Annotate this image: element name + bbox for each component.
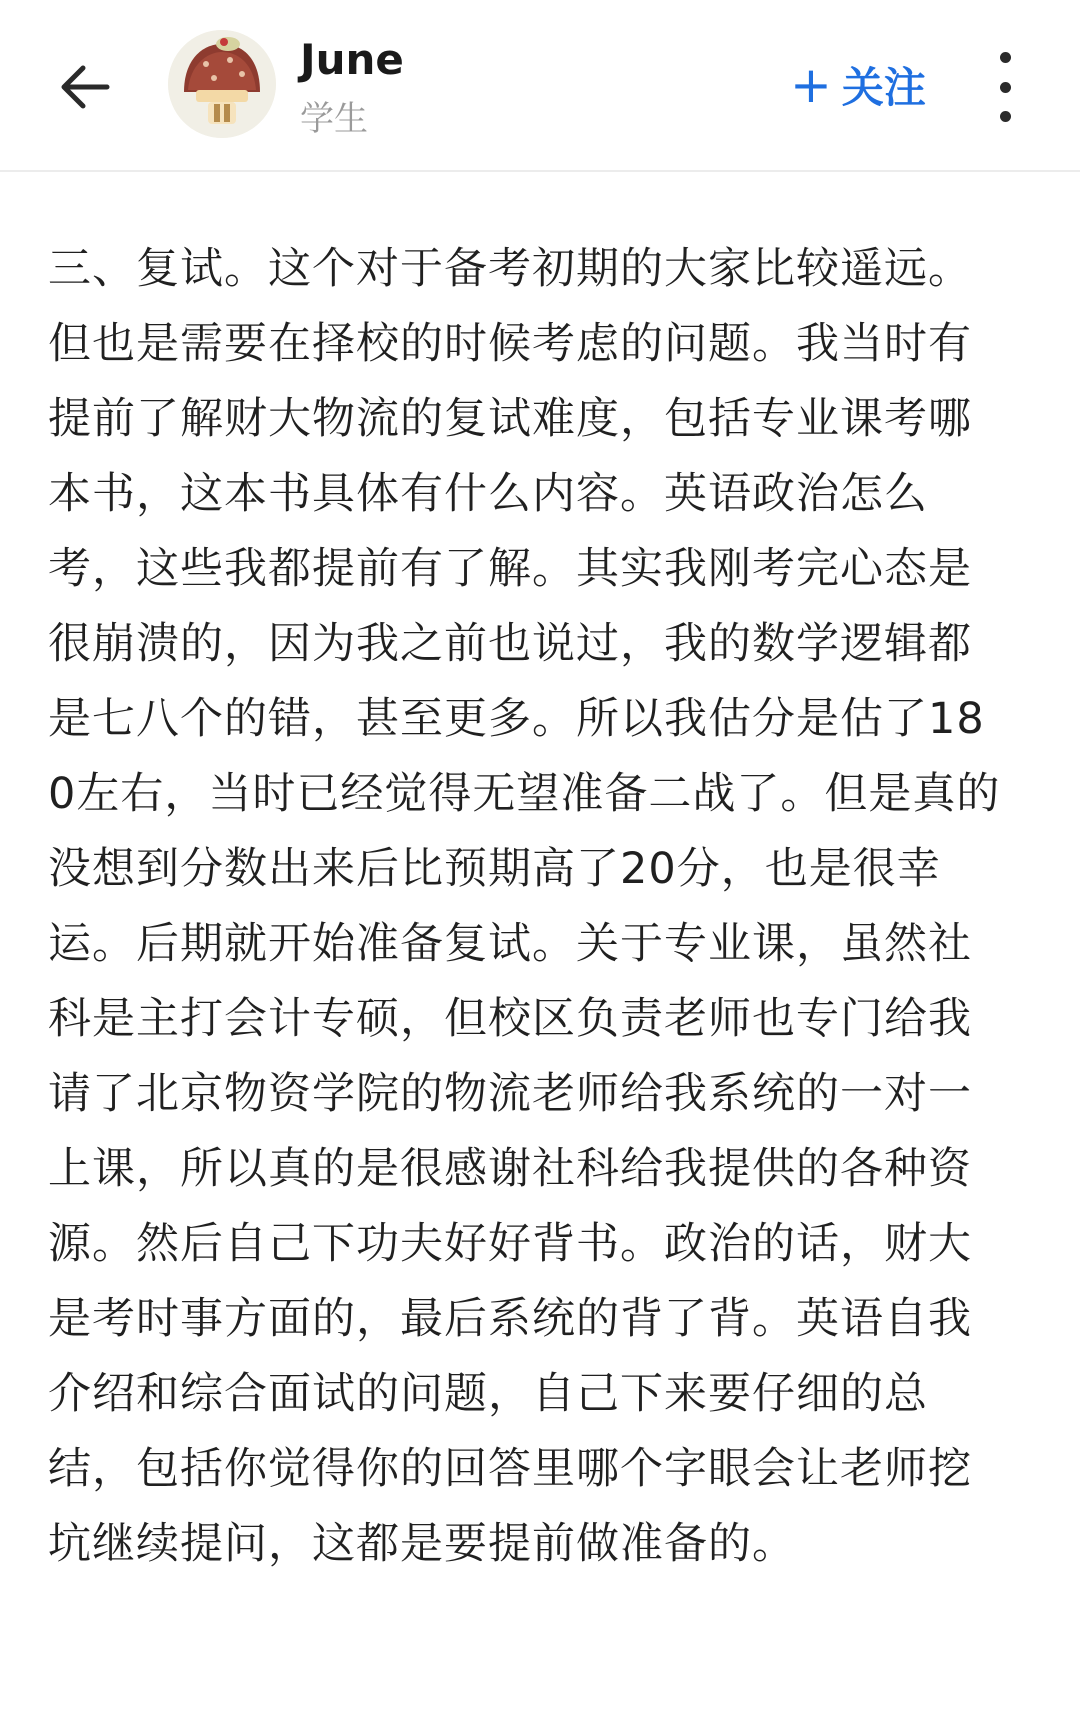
follow-label: 关注 [841, 63, 926, 112]
mushroom-avatar-icon [168, 30, 276, 138]
more-dot [1000, 111, 1011, 122]
post-body: 三、复试。这个对于备考初期的大家比较遥远。但也是需要在择校的时候考虑的问题。我当时有提前了解财大物流的复试难度，包括专业课考哪本书，这本书具体有什么内容。英语政治怎么考，这些我都提前有了解。其实我刚考完心态是很崩溃的，因为我之前也说过，我的数学逻辑都是七八个的错，甚至更多。所以我估分是估了180左右，当时已经觉得无望准备二战了。但是真的没想到分数出来后比预期高了20分，也是很幸运。后期就开始准备复试。关于专业课，虽然社科是主打会计专硕，但校区负责老师也专门给我请了北京物资学院的物流老师给我系统的一对一上课，所以真的是很感谢社科给我提供的各种资源。然后自己下功夫好好背书。政治的话，财大是考时事方面的，最后系统的背了背。英语自我介绍和综合面试的问题，自己下来要仔细的总结，包括你觉得你的回答里哪个字眼会让老师挖坑继续提问，这都是要提前做准备的。 [48, 244, 1001, 1569]
user-name[interactable]: June [300, 35, 404, 84]
user-role: 学生 [300, 99, 368, 139]
back-button[interactable] [50, 52, 120, 122]
more-dot [1000, 82, 1011, 93]
back-arrow-icon [59, 64, 111, 110]
more-vertical-icon[interactable] [985, 52, 1025, 122]
more-dot [1000, 52, 1011, 63]
top-bar [0, 0, 1080, 172]
avatar[interactable] [168, 30, 276, 138]
follow-button[interactable] [790, 52, 926, 118]
plus-icon: + [790, 56, 832, 114]
